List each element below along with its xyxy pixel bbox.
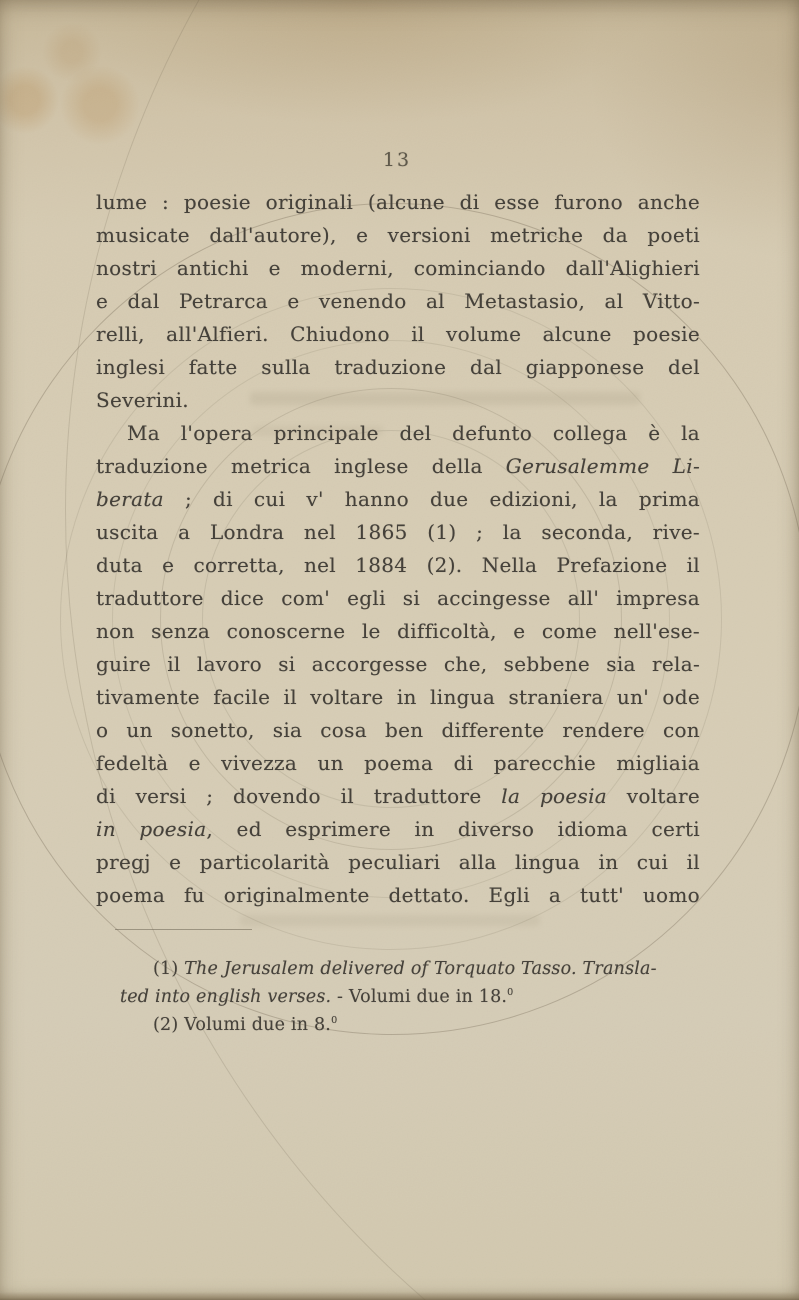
body-line: Ma l'opera principale del defunto collega è la: [127, 421, 700, 445]
body-line: guire il lavoro si accorgesse che, sebbene sia rela-: [96, 652, 700, 676]
page-bottom-edge: [0, 1292, 799, 1300]
body-line: fedeltà e vivezza un poema di parecchie migliaia: [96, 751, 700, 775]
body-line: poema fu originalmente dettato. Egli a tutt' uomo: [96, 883, 700, 907]
footnotes: [120, 955, 680, 1039]
body-line: tivamente facile il voltare in lingua straniera un' ode: [96, 685, 700, 709]
page-number: 13: [382, 149, 412, 171]
footnote-line: ted into english verses. - Volumi due in 18.$^0$: [120, 987, 514, 1007]
body-line: Severini.: [96, 388, 189, 412]
body-line: non senza conoscerne le difficoltà, e come nell'ese-: [96, 619, 700, 643]
body-line: nostri antichi e moderni, cominciando dall'Alighieri: [96, 256, 700, 280]
body-line: o un sonetto, sia cosa ben differente rendere con: [96, 718, 700, 742]
body-line: di versi ; dovendo il traduttore la poesia voltare: [96, 784, 700, 808]
body-line: lume : poesie originali (alcune di esse furono anche: [96, 190, 700, 214]
body-line: berata ; di cui v' hanno due edizioni, la prima: [96, 487, 700, 511]
show-through-text: [240, 915, 540, 926]
body-line: traduzione metrica inglese della Gerusalemme Li-: [96, 454, 700, 478]
body-line: in poesia, ed esprimere in diverso idioma certi: [96, 817, 700, 841]
body-line: musicate dall'autore), e versioni metriche da poeti: [96, 223, 700, 247]
footnote-rule: [115, 929, 252, 930]
body-line: traduttore dice com' egli si accingesse all' impresa: [96, 586, 700, 610]
footnote-line: (2) Volumi due in 8.$^0$: [153, 1015, 338, 1035]
body-line: duta e corretta, nel 1884 (2). Nella Prefazione il: [96, 553, 700, 577]
body-line: relli, all'Alfieri. Chiudono il volume alcune poesie: [96, 322, 700, 346]
body-line: uscita a Londra nel 1865 (1) ; la seconda, rive-: [96, 520, 700, 544]
body-line: e dal Petrarca e venendo al Metastasio, al Vitto-: [96, 289, 700, 313]
body-line: inglesi fatte sulla traduzione dal giapponese del: [96, 355, 700, 379]
body-line: pregj e particolarità peculiari alla lingua in cui il: [96, 850, 700, 874]
body-text: [96, 186, 700, 912]
footnote-line: (1) The Jerusalem delivered of Torquato Tasso. Transla-: [153, 959, 657, 979]
